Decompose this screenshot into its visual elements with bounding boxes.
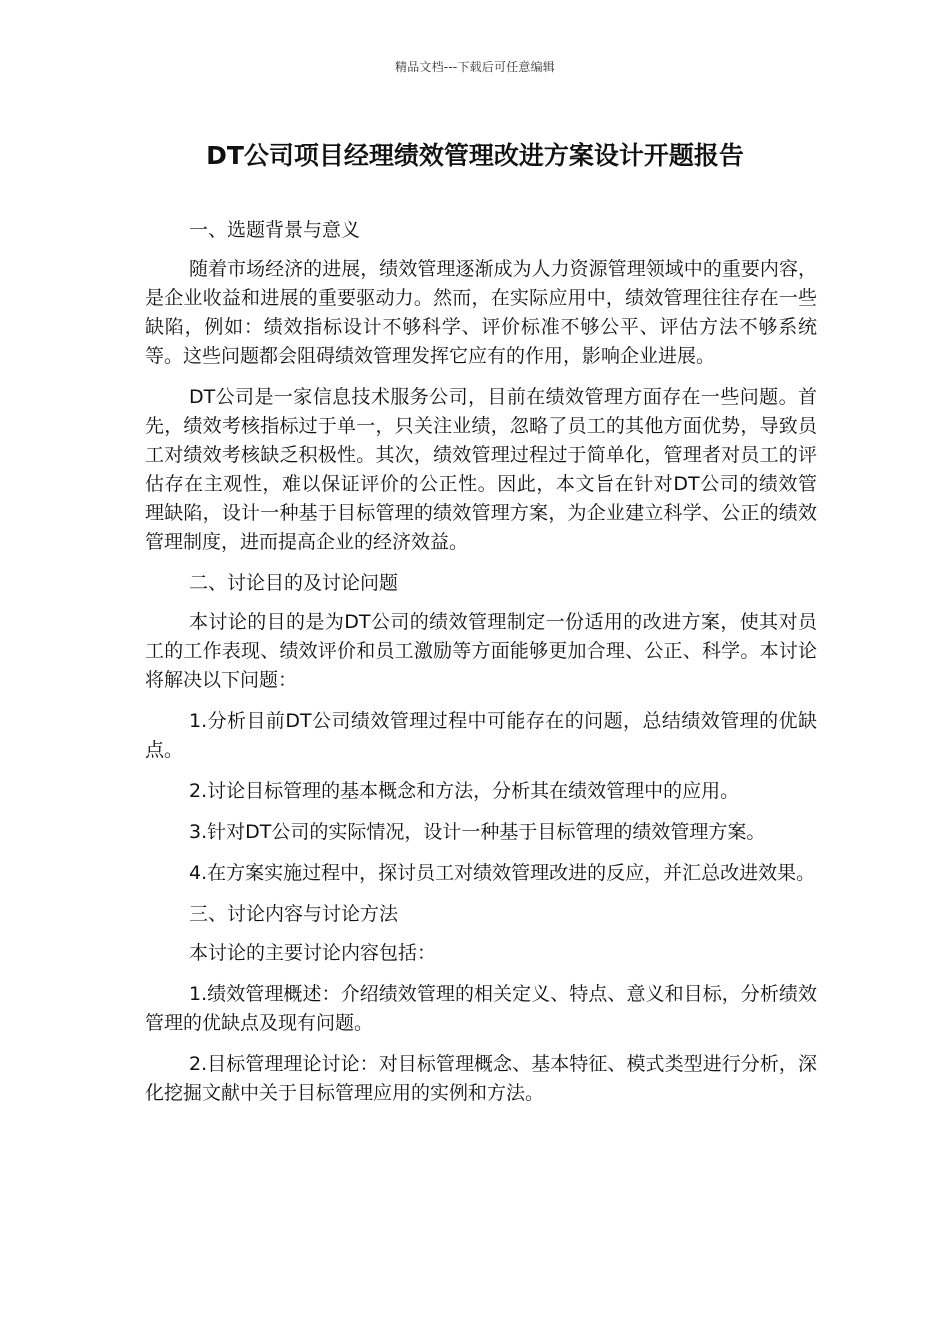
list-item-content-1: 1.绩效管理概述：介绍绩效管理的相关定义、特点、意义和目标，分析绩效管理的优缺点及现有问题。	[145, 983, 817, 1034]
section-heading-objectives: 二、讨论目的及讨论问题	[189, 572, 399, 594]
paragraph-objectives-intro: 本讨论的目的是为DT公司的绩效管理制定一份适用的改进方案，使其对员工的工作表现、绩效评价和员工激励等方面能够更加合理、公正、科学。本讨论将解决以下问题：	[145, 611, 817, 691]
list-item-question-4: 4.在方案实施过程中，探讨员工对绩效管理改进的反应，并汇总改进效果。	[189, 862, 816, 884]
document-body	[145, 216, 817, 1120]
list-item-question-1: 1.分析目前DT公司绩效管理过程中可能存在的问题，总结绩效管理的优缺点。	[145, 710, 817, 761]
header-note: 精品文档---下载后可任意编辑	[395, 60, 555, 74]
paragraph-background-2: DT公司是一家信息技术服务公司，目前在绩效管理方面存在一些问题。首先，绩效考核指标过于单一，只关注业绩，忽略了员工的其他方面优势，导致员工对绩效考核缺乏积极性。其次，绩效管理过程过于简单化，管理者对员工的评估存在主观性，难以保证评价的公正性。因此，本文旨在针对DT公司的绩效管理缺陷，设计一种基于目标管理的绩效管理方案，为企业建立科学、公正的绩效管理制度，进而提高企业的经济效益。	[145, 386, 817, 553]
paragraph-background-1: 随着市场经济的进展，绩效管理逐渐成为人力资源管理领域中的重要内容，是企业收益和进展的重要驱动力。然而，在实际应用中，绩效管理往往存在一些缺陷，例如：绩效指标设计不够科学、评价标准不够公平、评估方法不够系统等。这些问题都会阻碍绩效管理发挥它应有的作用，影响企业进展。	[145, 258, 817, 367]
list-item-content-2: 2.目标管理理论讨论：对目标管理概念、基本特征、模式类型进行分析，深化挖掘文献中关于目标管理应用的实例和方法。	[145, 1053, 817, 1104]
section-heading-content-methods: 三、讨论内容与讨论方法	[189, 903, 399, 925]
section-heading-background: 一、选题背景与意义	[189, 219, 361, 241]
document-title: DT公司项目经理绩效管理改进方案设计开题报告	[206, 141, 744, 170]
list-item-question-3: 3.针对DT公司的实际情况，设计一种基于目标管理的绩效管理方案。	[189, 821, 766, 843]
list-item-question-2: 2.讨论目标管理的基本概念和方法，分析其在绩效管理中的应用。	[189, 780, 740, 802]
paragraph-content-intro: 本讨论的主要讨论内容包括：	[189, 942, 437, 964]
